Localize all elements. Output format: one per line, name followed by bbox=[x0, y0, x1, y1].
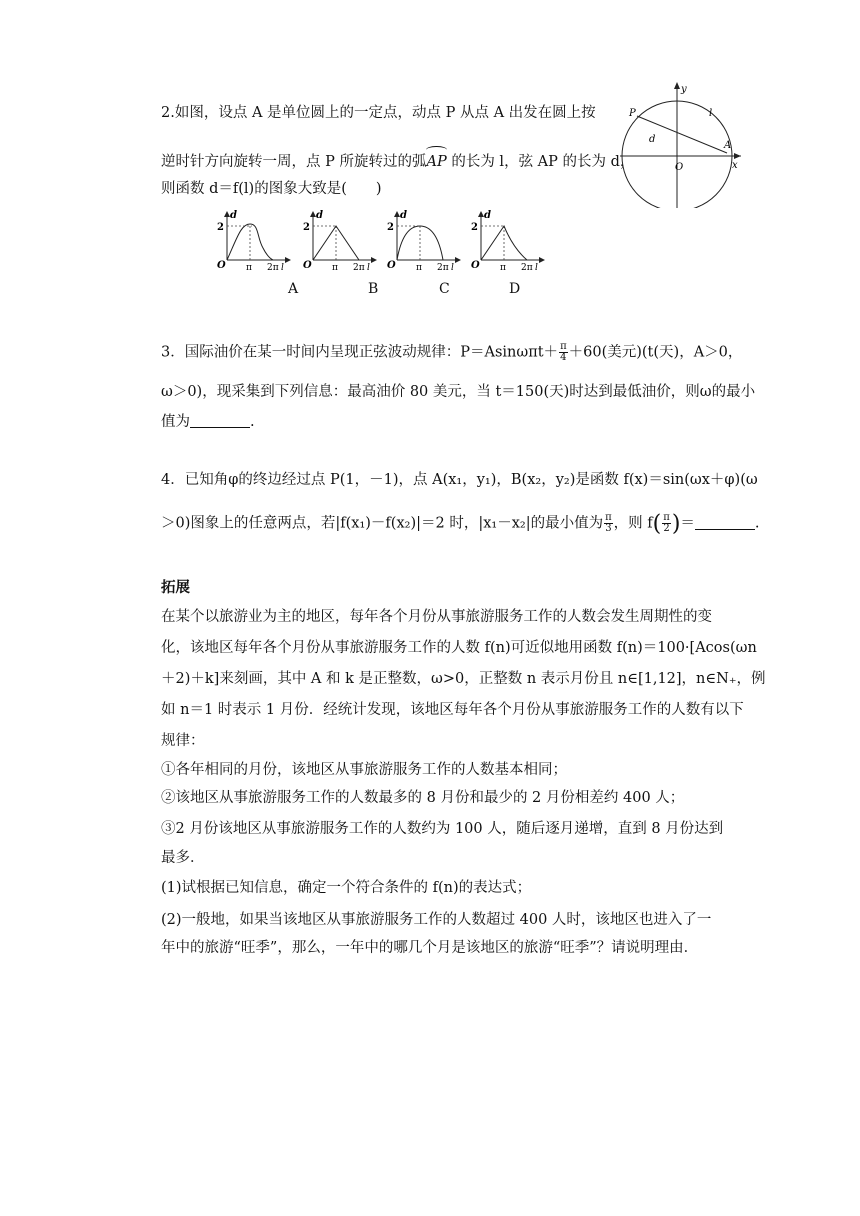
q3-line-1a: 3．国际油价在某一时间内呈现正弦波动规律：P＝Asinωπt＋ bbox=[161, 344, 559, 361]
ext-heading: 拓展 bbox=[161, 580, 190, 596]
q4-line-2a: ＞0)图象上的任意两点，若|f(x₁)－f(x₂)|＝2 时，|x₁－x₂|的最小值为 bbox=[161, 515, 604, 532]
unit-circle-figure bbox=[615, 78, 745, 208]
graph-d-2: 2 bbox=[471, 222, 478, 233]
graph-d-l: l bbox=[535, 263, 538, 270]
q4-frac1-den: 3 bbox=[605, 523, 612, 534]
graph-b-l: l bbox=[367, 263, 370, 270]
graph-b-d: d bbox=[316, 210, 323, 221]
graph-a bbox=[215, 208, 293, 270]
q3-fraction bbox=[559, 342, 568, 363]
q4-line-2: ＞0)图象上的任意两点，若|f(x₁)－f(x₂)|＝2 时，|x₁－x₂|的最小值为 $\frac{\pi}{3}$ ，则 f( $\frac{\pi}{2}$ )＝ . bbox=[161, 511, 760, 537]
graph-b-2pi: 2π bbox=[353, 263, 365, 270]
q4-fraction-2 bbox=[662, 513, 671, 534]
graph-d bbox=[469, 208, 547, 270]
ext-p2: 化，该地区每年各个月份从事旅游服务工作的人数 f(n)可近似地用函数 f(n)＝100·[Acos(ωn bbox=[161, 640, 757, 656]
ext-rule-3b: 最多． bbox=[161, 850, 205, 866]
arc-ap: AP bbox=[426, 154, 447, 170]
option-label-d: D bbox=[509, 281, 521, 297]
circle-y-label: y bbox=[681, 84, 687, 95]
circle-p-label: P bbox=[629, 108, 636, 119]
graph-b bbox=[301, 208, 379, 270]
graph-b-2: 2 bbox=[303, 222, 310, 233]
graph-c-d: d bbox=[400, 210, 407, 221]
q2-line-3: 则函数 d＝f(l)的图象大致是( ) bbox=[161, 181, 382, 197]
circle-o-label: O bbox=[675, 162, 684, 173]
graph-d-2pi: 2π bbox=[521, 263, 533, 270]
q3-answer-blank[interactable] bbox=[190, 413, 250, 428]
graph-a-d: d bbox=[230, 210, 237, 221]
ext-question-2b: 年中的旅游“旺季”，那么，一年中的哪几个月是该地区的旅游“旺季”？请说明理由． bbox=[161, 940, 699, 956]
graph-c-2: 2 bbox=[387, 222, 394, 233]
graph-c-2pi: 2π bbox=[437, 263, 449, 270]
ext-p1: 在某个以旅游业为主的地区，每年各个月份从事旅游服务工作的人数会发生周期性的变 bbox=[161, 609, 712, 625]
graph-d-pi: π bbox=[500, 263, 506, 270]
graph-a-2pi: 2π bbox=[267, 263, 279, 270]
q4-line-2b: ，则 f bbox=[613, 515, 653, 532]
ext-p5: 规律： bbox=[161, 733, 205, 749]
graph-b-pi: π bbox=[332, 263, 338, 270]
graph-a-l: l bbox=[281, 263, 284, 270]
q2-line-1: 2.如图，设点 A 是单位圆上的一定点，动点 P 从点 A 出发在圆上按 bbox=[161, 105, 596, 121]
circle-d-label: d bbox=[649, 134, 656, 145]
graph-c bbox=[385, 208, 463, 270]
ext-p3: ＋2)＋k]来刻画，其中 A 和 k 是正整数，ω>0，正整数 n 表示月份且 n∈[1,12]，n∈N₊，例 bbox=[161, 671, 766, 687]
ext-question-2: (2)一般地，如果当该地区从事旅游服务工作的人数超过 400 人时，该地区也进入了一 bbox=[161, 912, 712, 928]
ext-rule-3: ③2 月份该地区从事旅游服务工作的人数约为 100 人，随后逐月递增，直到 8 月份达到 bbox=[161, 821, 724, 837]
circle-a-label: A bbox=[724, 140, 732, 151]
graph-b-o: O bbox=[303, 260, 312, 270]
q2-line-2b: 的长为 l，弦 AP 的长为 d， bbox=[446, 154, 635, 170]
ext-p4: 如 n＝1 时表示 1 月份．经统计发现，该地区每年各个月份从事旅游服务工作的人数有以下 bbox=[161, 702, 744, 718]
graph-c-pi: π bbox=[416, 263, 422, 270]
q2-line-2a: 逆时针方向旋转一周，点 P 所旋转过的弧 bbox=[161, 154, 427, 170]
graph-d-d: d bbox=[484, 210, 491, 221]
option-label-c: C bbox=[439, 281, 450, 297]
q4-answer-blank[interactable] bbox=[695, 515, 755, 530]
q4-fraction-1 bbox=[604, 513, 613, 534]
option-label-b: B bbox=[368, 281, 379, 297]
q4-line-1: 4．已知角φ的终边经过点 P(1，－1)，点 A(x₁，y₁)，B(x₂，y₂)是函数 f(x)＝sin(ωx＋φ)(ω bbox=[161, 472, 758, 488]
q3-line-3: 值为 . bbox=[161, 414, 255, 430]
ext-rule-2: ②该地区从事旅游服务工作的人数最多的 8 月份和最少的 2 月份相差约 400 人； bbox=[161, 790, 685, 806]
q3-line-2: ω＞0)，现采集到下列信息：最高油价 80 美元，当 t＝150(天)时达到最低油价，则ω的最小 bbox=[161, 384, 756, 400]
q4-frac2-num: π bbox=[663, 512, 670, 523]
graph-c-l: l bbox=[451, 263, 454, 270]
ext-question-1: (1)试根据已知信息，确定一个符合条件的 f(n)的表达式； bbox=[161, 880, 532, 896]
graph-a-2: 2 bbox=[217, 222, 224, 233]
graph-a-pi: π bbox=[246, 263, 252, 270]
q3-frac-num: π bbox=[560, 341, 567, 352]
q3-line-1b: ＋60(美元)(t(天)，A＞0， bbox=[568, 344, 743, 361]
graph-c-o: O bbox=[387, 260, 396, 270]
q4-frac1-num: π bbox=[605, 512, 612, 523]
graph-d-o: O bbox=[471, 260, 480, 270]
graph-a-o: O bbox=[217, 260, 226, 270]
circle-l-label: l bbox=[709, 108, 713, 119]
option-label-a: A bbox=[288, 281, 299, 297]
circle-x-label: x bbox=[732, 160, 738, 171]
ext-rule-1: ①各年相同的月份，该地区从事旅游服务工作的人数基本相同； bbox=[161, 762, 567, 778]
q3-line-3-text: 值为 bbox=[161, 414, 190, 430]
q4-frac2-den: 2 bbox=[663, 523, 670, 534]
q3-frac-den: 4 bbox=[560, 352, 567, 363]
q2-line-2 bbox=[161, 152, 634, 172]
q3-line-1 bbox=[161, 342, 742, 363]
q4-line-2c: ＝ bbox=[680, 515, 695, 532]
